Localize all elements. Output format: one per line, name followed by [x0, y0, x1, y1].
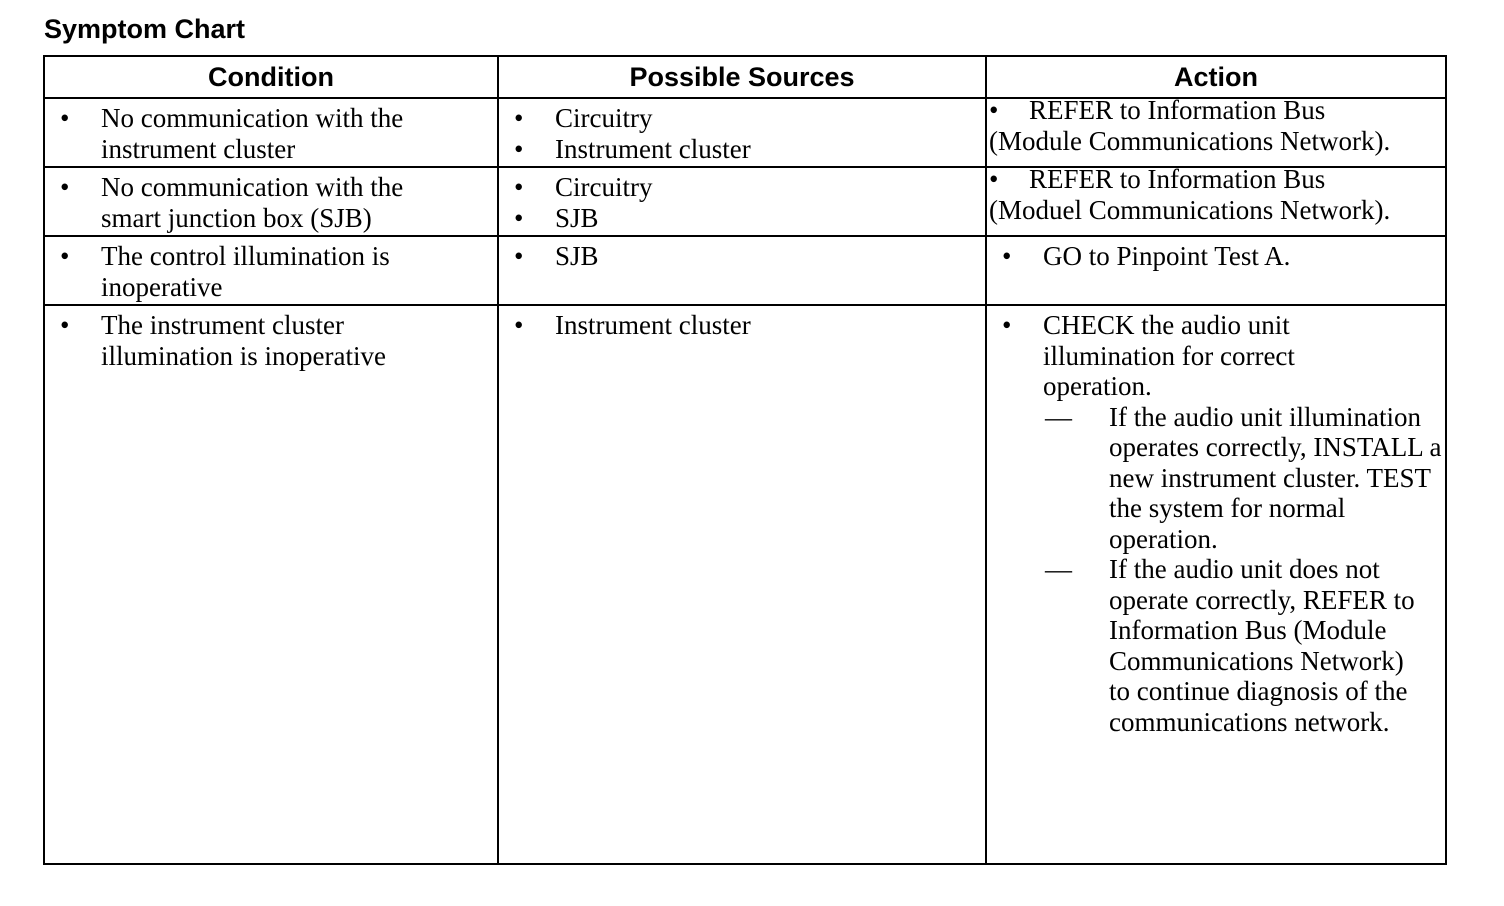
- source-item: • Circuitry: [501, 172, 983, 203]
- sources-cell: [498, 305, 986, 864]
- header-action: Action: [986, 56, 1446, 98]
- action-cell: [986, 164, 1446, 236]
- action-text: • GO to Pinpoint Test A.: [989, 241, 1443, 272]
- sources-cell: [498, 236, 986, 305]
- sources-cell: [498, 167, 986, 236]
- symptom-chart-table: [43, 55, 1447, 865]
- source-item: • SJB: [501, 203, 983, 234]
- action-text-line2: (Module Communications Network).: [989, 125, 1391, 156]
- condition-text: • The control illumination is inoperative: [47, 241, 441, 302]
- source-item: • Circuitry: [501, 103, 983, 134]
- header-condition: Condition: [44, 56, 498, 98]
- table-row: [44, 236, 1446, 305]
- table-row: [44, 305, 1446, 864]
- action-text-line2: (Moduel Communications Network).: [989, 194, 1391, 225]
- condition-text: • No communication with the instrument cluster: [47, 103, 441, 164]
- table-row: [44, 98, 1446, 167]
- condition-text: • The instrument cluster illumination is inoperative: [47, 310, 441, 371]
- action-cell: [986, 305, 1446, 864]
- sub-action-list: [1043, 402, 1443, 738]
- action-text-line1: • REFER to Information Bus: [989, 95, 1443, 126]
- condition-text: • No communication with the smart junction box (SJB): [47, 172, 441, 233]
- action-cell: [986, 95, 1446, 167]
- action-cell: [986, 236, 1446, 305]
- sub-action-item: — If the audio unit illumination operates correctly, INSTALL a new instrument cluster. TEST the system for normal operation.: [1043, 402, 1449, 555]
- condition-cell: [44, 305, 498, 864]
- condition-cell: [44, 98, 498, 167]
- source-item: • Instrument cluster: [501, 134, 983, 165]
- source-item: • Instrument cluster: [501, 310, 983, 341]
- condition-cell: [44, 167, 498, 236]
- header-possible-sources: Possible Sources: [498, 56, 986, 98]
- source-item: • SJB: [501, 241, 983, 272]
- sources-cell: [498, 98, 986, 167]
- table-row: [44, 167, 1446, 236]
- table-header-row: [44, 56, 1446, 98]
- action-item: [989, 310, 1443, 737]
- sub-action-item: — If the audio unit does not operate correctly, REFER to Information Bus (Module Communications Network) to continue diagnosis of the communications network.: [1043, 554, 1419, 737]
- action-text-line1: • REFER to Information Bus: [989, 164, 1443, 195]
- page-title: Symptom Chart: [44, 14, 246, 44]
- action-text: • CHECK the audio unit illumination for correct operation.: [1043, 310, 1295, 401]
- condition-cell: [44, 236, 498, 305]
